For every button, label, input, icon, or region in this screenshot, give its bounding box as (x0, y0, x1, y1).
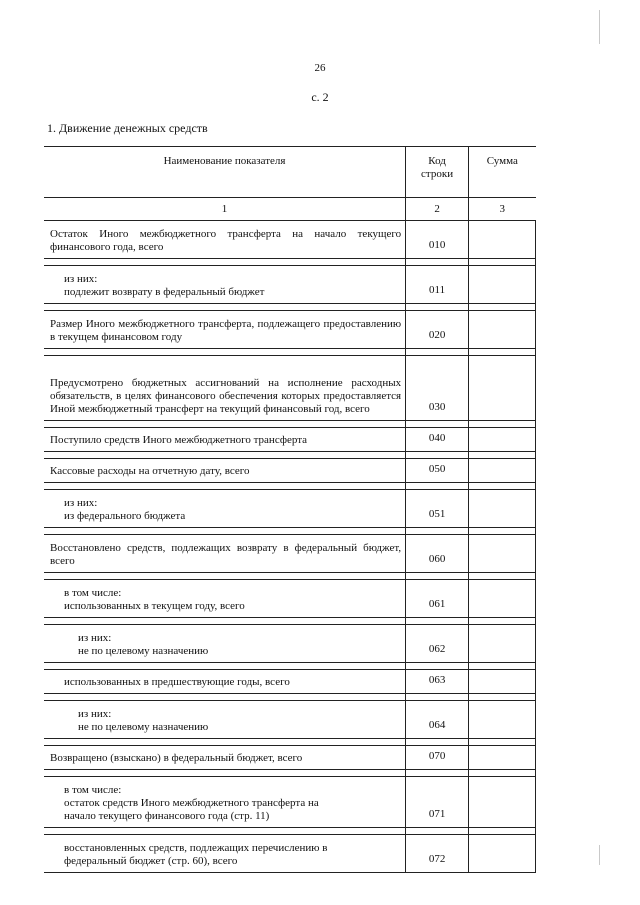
row-sum-cell[interactable] (469, 746, 536, 770)
row-sum-cell[interactable] (469, 459, 536, 483)
header-indicator-name: Наименование показателя (44, 147, 406, 198)
header-sum: Сумма (469, 147, 536, 198)
row-code: 060 (406, 535, 469, 573)
row-code: 072 (406, 835, 469, 873)
table-row (44, 777, 536, 828)
row-description: восстановленных средств, подлежащих перечислению в федеральный бюджет (стр. 60), всего (44, 835, 406, 873)
table-row (44, 670, 536, 694)
row-sum-cell[interactable] (469, 535, 536, 573)
table-row (44, 490, 536, 528)
row-code: 071 (406, 777, 469, 828)
table-header-row (44, 147, 536, 198)
row-sum-cell[interactable] (469, 356, 536, 421)
row-sum-cell[interactable] (469, 625, 536, 663)
column-number: 3 (469, 198, 536, 221)
row-code: 030 (406, 356, 469, 421)
row-description: Поступило средств Иного межбюджетного трансферта (44, 428, 406, 452)
row-code: 063 (406, 670, 469, 694)
table-row (44, 535, 536, 573)
row-sum-cell[interactable] (469, 701, 536, 739)
column-number: 2 (406, 198, 469, 221)
row-description: из них: не по целевому назначению (44, 625, 406, 663)
row-description: в том числе: остаток средств Иного межбюджетного трансферта на начало текущего финансового года (стр. 11) (44, 777, 406, 828)
table-row (44, 625, 536, 663)
row-code: 062 (406, 625, 469, 663)
scan-artifact-top (599, 10, 600, 44)
row-description: Возвращено (взыскано) в федеральный бюджет, всего (44, 746, 406, 770)
row-code: 011 (406, 266, 469, 304)
table-row (44, 356, 536, 421)
section-label: с. 2 (311, 90, 329, 104)
table-row (44, 311, 536, 349)
header-code-line2: строки (421, 168, 454, 180)
table-row (44, 580, 536, 618)
row-code: 050 (406, 459, 469, 483)
table-row (44, 266, 536, 304)
page-number: 26 (314, 62, 326, 74)
row-sum-cell[interactable] (469, 670, 536, 694)
scan-artifact-bottom (599, 845, 600, 865)
row-sum-cell[interactable] (469, 777, 536, 828)
table-row (44, 428, 536, 452)
row-sum-cell[interactable] (469, 490, 536, 528)
row-code: 040 (406, 428, 469, 452)
row-code: 020 (406, 311, 469, 349)
row-code: 070 (406, 746, 469, 770)
row-description: Остаток Иного межбюджетного трансферта на начало текущего финансового года, всего (44, 221, 406, 259)
row-sum-cell[interactable] (469, 266, 536, 304)
row-description: Восстановлено средств, подлежащих возврату в федеральный бюджет, всего (44, 535, 406, 573)
cash-flow-table (44, 146, 536, 873)
row-sum-cell[interactable] (469, 428, 536, 452)
row-sum-cell[interactable] (469, 221, 536, 259)
row-description: Предусмотрено бюджетных ассигнований на исполнение расходных обязательств, в целях финансового обеспечения которых предоставляется Иной межбюджетный трансферт на текущий финансовый год, всего (44, 356, 406, 421)
column-number-row (44, 198, 536, 221)
row-sum-cell[interactable] (469, 311, 536, 349)
table-row (44, 221, 536, 259)
row-code: 051 (406, 490, 469, 528)
row-description: Кассовые расходы на отчетную дату, всего (44, 459, 406, 483)
row-code: 061 (406, 580, 469, 618)
row-sum-cell[interactable] (469, 580, 536, 618)
column-number: 1 (44, 198, 406, 221)
row-description: в том числе: использованных в текущем году, всего (44, 580, 406, 618)
row-description: из них: подлежит возврату в федеральный бюджет (44, 266, 406, 304)
row-code: 010 (406, 221, 469, 259)
table-row (44, 835, 536, 873)
row-description: Размер Иного межбюджетного трансферта, подлежащего предоставлению в текущем финансовом году (44, 311, 406, 349)
table-row (44, 701, 536, 739)
row-description: из них: из федерального бюджета (44, 490, 406, 528)
row-description: из них: не по целевому назначению (44, 701, 406, 739)
table-row (44, 746, 536, 770)
header-line-code (406, 147, 469, 198)
row-description: использованных в предшествующие годы, всего (44, 670, 406, 694)
table-row (44, 459, 536, 483)
row-code: 064 (406, 701, 469, 739)
row-sum-cell[interactable] (469, 835, 536, 873)
header-code-line1: Код (428, 155, 446, 167)
section-heading: 1. Движение денежных средств (47, 121, 208, 135)
